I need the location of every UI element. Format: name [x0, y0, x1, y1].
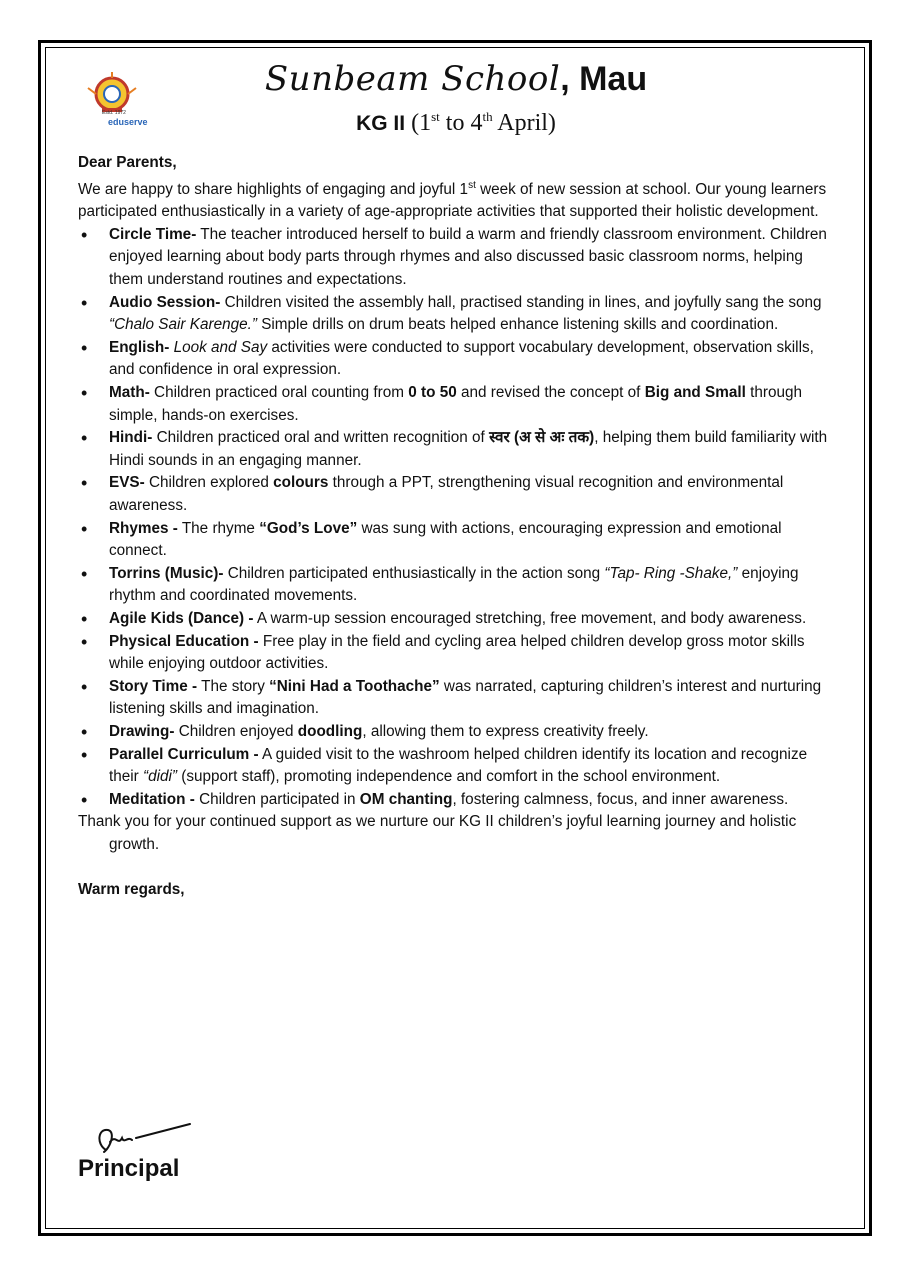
activity-emphasis: “Chalo Sair Karenge.”: [109, 316, 257, 334]
date-mid: to 4: [439, 110, 483, 136]
warm-regards: Warm regards,: [78, 880, 185, 898]
school-name: Sunbeam School: [264, 59, 561, 99]
activity-bold: colours: [273, 474, 329, 492]
list-item: [78, 427, 838, 472]
activity-text: through simple, hands-on exercises.: [109, 384, 802, 424]
list-item: [78, 744, 838, 789]
activity-title: Parallel Curriculum -: [109, 745, 259, 763]
activity-text: Children practiced oral and written recognition of: [152, 429, 490, 447]
school-city: , Mau: [560, 60, 648, 98]
logo-established: Estd. 1972: [102, 110, 126, 116]
activity-text: Children visited the assembly hall, practised standing in lines, and joyfully sang the song: [220, 293, 822, 311]
eduserve-logo: eduserve: [108, 117, 148, 127]
activity-title: Math-: [109, 384, 150, 402]
activity-text: Free play in the field and cycling area helped children develop gross motor skills while enjoying outdoor activities.: [109, 632, 805, 673]
activity-text: A warm-up session encouraged stretching, free movement, and body awareness.: [253, 609, 807, 627]
class-name: KG II: [356, 112, 406, 135]
principal-label: Principal: [78, 1155, 180, 1182]
activity-text: , fostering calmness, focus, and inner awareness.: [452, 790, 789, 808]
intro-paragraph: [78, 175, 838, 224]
activity-emphasis: “Tap- Ring -Shake,”: [604, 564, 738, 582]
activity-title: Meditation -: [109, 790, 195, 808]
activity-title: Drawing-: [109, 722, 175, 740]
activity-bold: Big and Small: [644, 384, 746, 402]
date-end: April): [492, 110, 556, 136]
activity-title: Physical Education -: [109, 632, 259, 650]
list-item: [78, 789, 838, 812]
list-item: [78, 224, 838, 292]
activity-bold: “Nini Had a Toothache”: [269, 677, 440, 695]
activity-text: A guided visit to the washroom helped children identify its location and recognize their: [109, 745, 808, 786]
activity-text: , helping them build familiarity with Hindi sounds in an engaging manner.: [109, 429, 828, 469]
activity-bold: 0 to 50: [408, 384, 457, 402]
activity-text: Children participated in: [194, 790, 360, 808]
activity-title: Audio Session-: [109, 293, 221, 311]
activity-text: was sung with actions, encouraging expression and emotional connect.: [109, 519, 782, 560]
list-item: [78, 721, 838, 744]
activity-text: and revised the concept of: [456, 384, 645, 402]
date-sup-2: th: [482, 109, 493, 124]
activity-text: (support staff), promoting independence and comfort in the school environment.: [177, 768, 721, 786]
date-start: (1: [405, 110, 432, 136]
activity-text: through a PPT, strengthening visual recognition and environmental awareness.: [109, 474, 784, 514]
list-item: [78, 608, 838, 631]
list-item: [78, 518, 838, 563]
activity-bold: स्वर (अ से अः तक): [489, 429, 595, 447]
activity-list: [78, 224, 838, 811]
activity-emphasis: “didi”: [143, 768, 178, 786]
date-sup-1: st: [431, 109, 440, 124]
activity-title: Story Time -: [109, 677, 198, 695]
activity-text: Children practiced oral counting from: [149, 384, 409, 402]
activity-text: Children enjoyed: [174, 722, 298, 740]
activity-text: Children participated enthusiastically in the action song: [223, 564, 605, 582]
intro-sup: st: [468, 179, 476, 191]
intro-text: We are happy to share highlights of engaging and joyful 1: [78, 180, 469, 198]
list-item: [78, 292, 838, 337]
activity-title: Rhymes -: [109, 519, 178, 537]
activity-title: Torrins (Music)-: [109, 564, 224, 582]
activity-text: activities were conducted to support vocabulary development, observation skills, and confidence in oral expression.: [109, 338, 814, 379]
activity-bold: OM chanting: [359, 790, 453, 808]
activity-title: EVS-: [109, 474, 145, 492]
list-item: [78, 676, 838, 721]
activity-text: The story: [197, 677, 270, 695]
activity-text: The teacher introduced herself to build a warm and friendly classroom environment. Children enjoyed learning about body parts through rhymes and also discussed basic classroom norms, helping them understand routines and expectations.: [109, 225, 827, 289]
list-item: [78, 563, 838, 608]
activity-emphasis: Look and Say: [169, 338, 268, 356]
list-item: [78, 631, 838, 676]
list-item: [78, 337, 838, 382]
list-item: [78, 472, 838, 517]
activity-title: Agile Kids (Dance) -: [109, 609, 254, 627]
activity-text: Simple drills on drum beats helped enhance listening skills and coordination.: [256, 316, 779, 334]
letter-body: [78, 152, 838, 901]
salutation: Dear Parents,: [78, 154, 177, 171]
list-item: [78, 382, 838, 427]
activity-text: was narrated, capturing children’s interest and nurturing listening skills and imagination.: [109, 677, 822, 718]
activity-title: Hindi-: [109, 429, 153, 447]
activity-title: Circle Time-: [109, 225, 197, 243]
page-title: [0, 60, 912, 98]
activity-bold: “God’s Love”: [259, 519, 358, 537]
activity-title: English-: [109, 338, 170, 356]
activity-text: Children explored: [144, 474, 274, 492]
activity-text: , allowing them to express creativity freely.: [362, 722, 649, 740]
subtitle: [0, 102, 912, 139]
intro-text-rest: week of new session at school. Our young learners participated enthusiastically in a variety of age-appropriate activities that supported their holistic development.: [78, 180, 827, 221]
activity-bold: doodling: [297, 722, 363, 740]
closing-paragraph: Thank you for your continued support as we nurture our KG II children’s joyful learning journey and holistic growth.: [78, 813, 797, 853]
activity-text: The rhyme: [177, 519, 260, 537]
activity-text: enjoying rhythm and coordinated movements.: [109, 564, 799, 605]
